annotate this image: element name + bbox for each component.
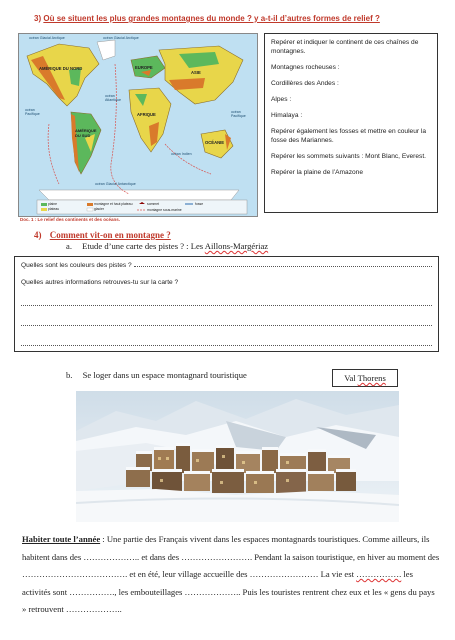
map-label-north-america: AMÉRIQUE DU NORD bbox=[39, 66, 83, 71]
legend-underwater-mountain: montagne sous-marine bbox=[147, 208, 182, 212]
question-piste-colors bbox=[21, 262, 432, 269]
instruction-andes: Cordillères des Andes : bbox=[271, 80, 339, 87]
val-thorens-prefix: Val bbox=[344, 373, 358, 383]
map-label-asia: ASIE bbox=[191, 70, 201, 75]
instruction-amazone: Repérer la plaine de l’Amazone bbox=[271, 169, 364, 176]
map-label-africa: AFRIQUE bbox=[137, 112, 156, 117]
question-4-number: 4) bbox=[34, 230, 42, 240]
paragraph-part-2: les activités sont ……………., les embouteillages ……………….. Puis les touristes rentrent chez eux et les « gens du pays » retrouvent ……………….. bbox=[22, 569, 435, 615]
paragraph-heading: Habiter toute l’année bbox=[22, 534, 101, 544]
living-all-year-paragraph bbox=[22, 531, 440, 619]
question-3-heading bbox=[34, 14, 380, 23]
instruction-sommets: Repérer les sommets suivants : Mont Blanc, Everest. bbox=[271, 153, 427, 160]
map-label-indian: océan Indien bbox=[171, 152, 192, 156]
answer-line-1[interactable] bbox=[134, 262, 432, 267]
map-label-europe: EUROPE bbox=[135, 65, 153, 70]
map-label-oceania: OCÉANIE bbox=[205, 140, 225, 145]
item-a-text: Etude d’une carte des pistes ? : Les bbox=[82, 241, 205, 251]
item-a-place: Aillons-Margériaz bbox=[204, 241, 269, 251]
legend-plateau: plateau bbox=[48, 207, 60, 211]
legend-mountain: montagne et haut plateau bbox=[94, 202, 133, 206]
question-4-heading bbox=[34, 230, 171, 240]
instruction-1: Repérer et indiquer le continent de ces chaînes de montagnes. bbox=[271, 39, 419, 55]
val-thorens-label-box bbox=[332, 369, 398, 387]
item-b-label: b. bbox=[66, 370, 73, 380]
map-label-atlantic: océan Atlantique bbox=[105, 94, 121, 102]
world-relief-map bbox=[18, 33, 258, 217]
ski-map-question-box bbox=[14, 256, 439, 352]
instruction-alpes: Alpes : bbox=[271, 96, 292, 103]
item-b bbox=[66, 370, 247, 380]
answer-line-3[interactable] bbox=[21, 325, 432, 326]
question-4-title: Comment vit-on en montagne ? bbox=[49, 230, 171, 240]
question-other-info bbox=[21, 279, 178, 286]
question-piste-colors-text: Quelles sont les couleurs des pistes ? bbox=[21, 262, 132, 269]
relief-map-graphic bbox=[19, 34, 257, 216]
val-thorens-name: Thorens bbox=[357, 373, 386, 383]
legend-glacier: glacier bbox=[94, 207, 104, 211]
question-3-number: 3) bbox=[34, 14, 42, 23]
legend-plain: plaine bbox=[48, 202, 58, 206]
item-b-text: Se loger dans un espace montagnard touristique bbox=[82, 370, 247, 380]
question-other-info-text: Quelles autres informations retrouves-tu sur la carte ? bbox=[21, 279, 179, 286]
instruction-rocheuses: Montagnes rocheuses : bbox=[271, 64, 340, 71]
instruction-himalaya: Himalaya : bbox=[271, 112, 303, 119]
map-caption: Doc. 1 : Le relief des continents et des océans. bbox=[20, 217, 121, 222]
question-4a bbox=[66, 241, 268, 251]
question-3-title: Où se situent les plus grandes montagnes du monde ? y a-t-il d’autres formes de relief ? bbox=[43, 14, 380, 23]
map-label-south-america: AMÉRIQUE DU SUD bbox=[75, 128, 97, 138]
ski-resort-photo bbox=[76, 391, 399, 522]
instructions-box bbox=[264, 33, 438, 213]
legend-summit: sommet bbox=[147, 202, 160, 206]
ski-resort-illustration bbox=[76, 391, 399, 522]
answer-line-2[interactable] bbox=[21, 305, 432, 306]
item-a-label: a. bbox=[66, 241, 72, 251]
paragraph-part-1: : Une partie des Français vivent dans les espaces montagnards touristiques. Comme ailleurs, ils habitent dans des ……………….. et dans des ……………………. Pendant la saison touristique, en hiver au moment des ………………………………. et en été, leur village accueille des …………………… La vie est bbox=[22, 534, 440, 580]
instruction-fosses: Repérer également les fosses et mettre en couleur la fosse des Mariannes. bbox=[271, 128, 427, 144]
map-label-arctic: océan Glacial Arctique bbox=[29, 36, 65, 40]
map-label-pacific-east: océan Pacifique bbox=[231, 110, 246, 118]
map-label-antarctic: océan Glacial Antarctique bbox=[95, 182, 136, 186]
paragraph-blank-squiggle[interactable]: ……………. bbox=[356, 569, 402, 580]
map-label-arctic-2: océan Glacial Arctique bbox=[103, 36, 139, 40]
answer-line-4[interactable] bbox=[21, 345, 432, 346]
legend-trench: fosse bbox=[195, 202, 204, 206]
map-label-pacific: océan Pacifique bbox=[25, 108, 40, 116]
